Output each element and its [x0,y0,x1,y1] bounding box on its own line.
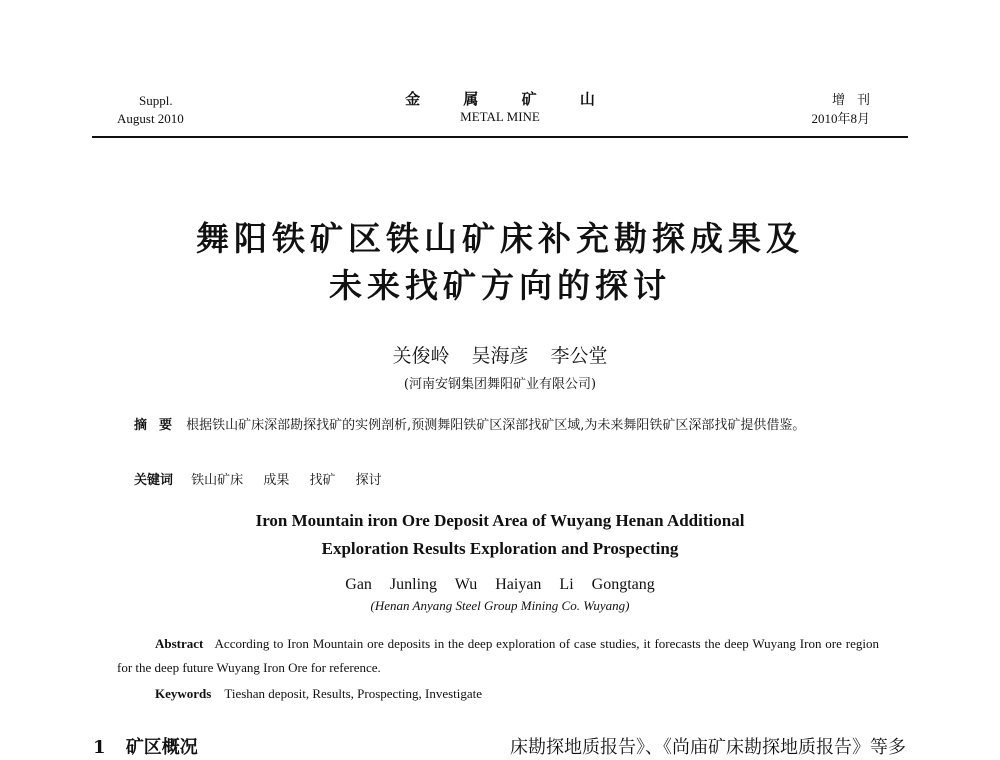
title-en-line1: Iron Mountain iron Ore Deposit Area of Wuyang Henan Additional [255,511,745,530]
affiliation-zh: (河南安钢集团舞阳矿业有限公司) [403,377,597,392]
header-date-en: August 2010 [117,111,184,126]
abstract-en-text: According to Iron Mountain ore deposits in the deep exploration of case studies, it forecasts the deep Wuyang Iron ore region for the deep future Wuyang Iron Ore for reference. [117,636,879,675]
keyword-zh: 找矿 [309,473,336,488]
abstract-zh-text: 根据铁山矿床深部勘探找矿的实例剖析,预测舞阳铁矿区深部找矿区域,为未来舞阳铁矿区深部找矿提供借鉴。 [186,418,806,433]
authors-zh: 关俊岭 吴海彦 李公堂 [392,345,608,367]
section-number: 1 [93,737,106,758]
abstract-zh [117,414,877,437]
title-en-line2: Exploration Results Exploration and Prospecting [321,539,679,558]
keywords-en-label: Keywords [155,686,212,701]
journal-title-zh: 金 属 矿 山 [405,90,595,108]
keyword-zh: 成果 [263,473,290,488]
journal-title-en: METAL MINE [460,109,540,124]
abstract-zh-label: 摘要 [134,418,185,433]
keywords-zh-label: 关键词 [134,473,174,488]
header-suppl-zh: 增刊 [831,93,882,108]
keywords-en [155,686,482,702]
affiliation-en: (Henan Anyang Steel Group Mining Co. Wuyang) [370,598,630,613]
abstract-en-label: Abstract [155,636,204,651]
title-zh-line1: 舞阳铁矿区铁山矿床补充勘探成果及 [196,219,804,258]
keyword-zh: 铁山矿床 [191,473,244,488]
authors-en: Gan Junling Wu Haiyan Li Gongtang [345,576,655,593]
section-title: 矿区概况 [125,737,198,758]
abstract-en [117,632,879,680]
body-text-fragment: 床勘探地质报告》、《尚庙矿床勘探地质报告》等多 [510,737,906,758]
header-right [811,92,882,128]
section-heading [93,733,198,759]
header-rule [92,136,908,138]
keywords-zh [134,469,398,488]
keywords-en-text: Tieshan deposit, Results, Prospecting, Investigate [224,686,483,701]
title-zh-line2: 未来找矿方向的探讨 [329,266,671,305]
keyword-zh: 探讨 [355,473,382,488]
header-date-zh: 2010年8月 [811,111,870,126]
header-suppl: Suppl. [139,93,173,108]
